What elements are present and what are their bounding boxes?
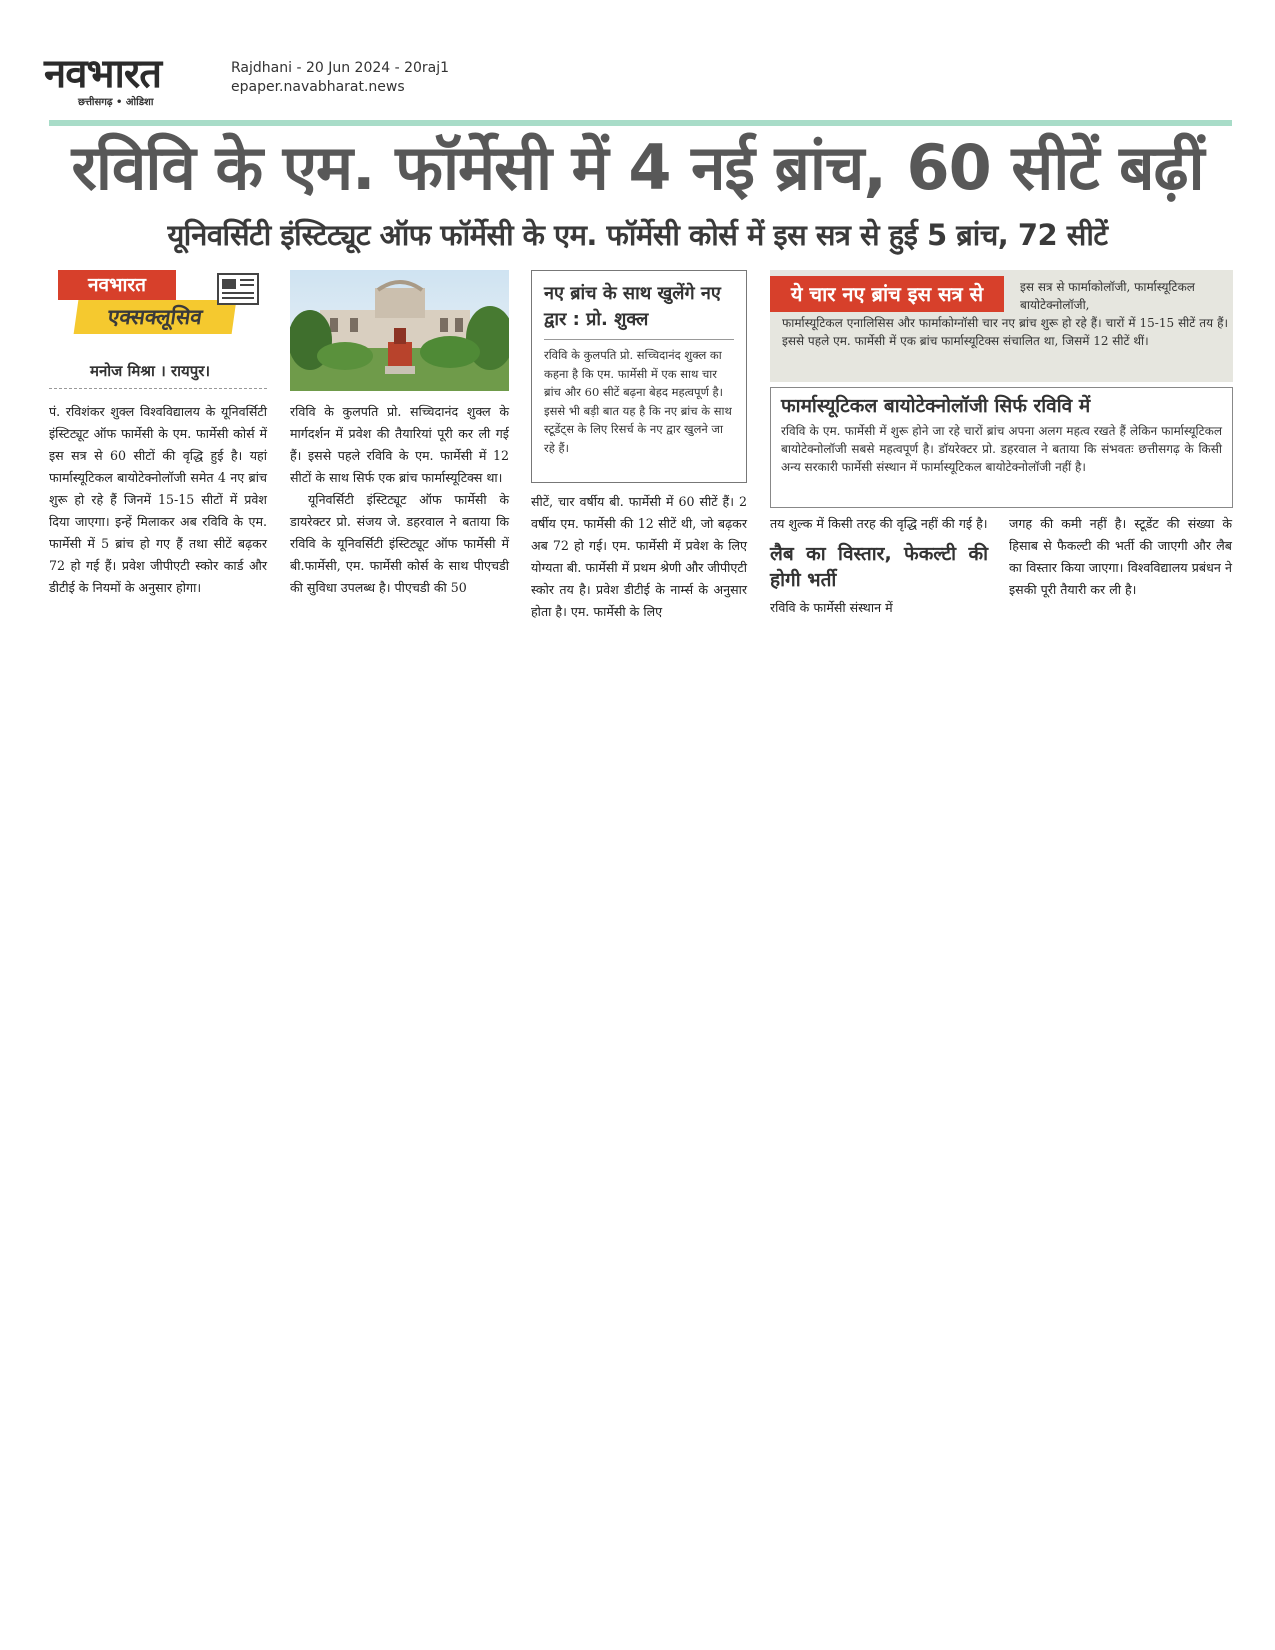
article-column-2 [290, 401, 509, 599]
badge-bottom-label: एक्सक्लूसिव [106, 305, 204, 329]
article-column-4 [770, 513, 988, 619]
new-branches-tag: ये चार नए ब्रांच इस सत्र से [770, 276, 1004, 312]
new-branches-text: फार्मास्यूटिकल एनालिसिस और फार्माकोग्नॉसी चार नए ब्रांच शुरू हो रहे हैं। चारों में 15-15 सीटें तय हैं। इससे पहले एम. फार्मेसी में एक ब्रांच फार्मास्यूटिक्स संचालित था, जिसमें 12 सीटें थीं। [782, 316, 1228, 348]
issue-info [231, 59, 449, 97]
site-url: epaper.navabharat.news [231, 79, 405, 95]
column-1-text: पं. रविशंकर शुक्ल विश्वविद्यालय के यूनिवर्सिटी इंस्टिट्यूट ऑफ फार्मेसी के एम. फार्मेसी कोर्स में इस सत्र से 60 सीटों की वृद्धि हुई है। यहां फार्मास्यूटिकल बायोटेक्नोलॉजी समेत 4 नए ब्रांच शुरू हो रहे हैं जिनमें 15-15 सीटों में प्रवेश दिया जाएगा। इन्हें मिलाकर अब रविवि के एम. फार्मेसी में 5 ब्रांच हो गए हैं तथा सीटें बढ़कर 72 हो गई हैं। प्रवेश जीपीएटी स्कोर कार्ड और डीटीई के नियमों के अनुसार होगा। [49, 404, 267, 595]
article-column-5 [1009, 513, 1232, 601]
lab-expansion-subhead: लैब का विस्तार, फेकल्टी की होगी भर्ती [770, 543, 988, 591]
new-branches-box [770, 270, 1233, 382]
quote-box [531, 270, 747, 483]
column-5-text: जगह की कमी नहीं है। स्टूडेंट की संख्या के हिसाब से फैकल्टी की भर्ती की जाएगी और लैब का विस्तार किया जाएगा। विश्वविद्यालय प्रबंधन ने इसकी पूरी तैयारी कर ली है। [1009, 516, 1232, 597]
masthead-rule [49, 120, 1232, 126]
byline: मनोज मिश्रा । रायपुर। [90, 362, 211, 380]
exclusive-badge [58, 270, 238, 356]
column-3-text: सीटें, चार वर्षीय बी. फार्मेसी में 60 सीटें हैं। 2 वर्षीय एम. फार्मेसी की 12 सीटें थी, जो बढ़कर अब 72 हो गई। एम. फार्मेसी में प्रवेश के लिए योग्यता बी. फार्मेसी में प्रथम श्रेणी और जीपीएटी स्कोर तय है। प्रवेश डीटीई के नार्म्स के अनुसार होता है। एम. फार्मेसी के लिए [531, 494, 747, 619]
column-2-paragraph-2: यूनिवर्सिटी इंस्टिट्यूट ऑफ फार्मेसी के डायरेक्टर प्रो. संजय जे. डहरवाल ने बताया कि रविवि के यूनिवर्सिटी इंस्टिट्यूट ऑफ फार्मेसी में बी.फार्मेसी, एम. फार्मेसी कोर्स के साथ पीएचडी की सुविधा उपलब्ध है। पीएचडी की 50 [290, 492, 509, 595]
badge-bottom [74, 300, 237, 334]
newspaper-icon [216, 272, 260, 306]
quote-heading: नए ब्रांच के साथ खुलेंगे नए द्वार : प्रो. शुक्ल [544, 281, 734, 340]
logo-subtext: छत्तीसगढ़ • ओडिशा [78, 97, 154, 108]
newspaper-logo [44, 52, 214, 110]
quote-text: रविवि के कुलपति प्रो. सच्चिदानंद शुक्ल का कहना है कि एम. फार्मेसी में एक साथ चार ब्रांच और 60 सीटें बढ़ना बेहद महत्वपूर्ण है। इससे भी बड़ी बात यह है कि नए ब्रांच के साथ स्टूडेंट्स के लिए रिसर्च के नए द्वार खुलने जा रहे हैं। [544, 348, 732, 455]
subheadline: यूनिवर्सिटी इंस्टिट्यूट ऑफ फॉर्मेसी के एम. फॉर्मेसी कोर्स में इस सत्र से हुई 5 ब्रांच, 72 सीटें [167, 218, 1108, 252]
headline: रविवि के एम. फॉर्मेसी में 4 नई ब्रांच, 60 सीटें बढ़ीं [71, 131, 1204, 204]
badge-top: नवभारत [58, 270, 176, 300]
column-4-paragraph-1: तय शुल्क में किसी तरह की वृद्धि नहीं की गई है। [770, 516, 988, 531]
article-column-3 [531, 491, 747, 623]
new-branches-text-right: इस सत्र से फार्माकोलॉजी, फार्मास्यूटिकल बायोटेक्नोलॉजी, [1020, 280, 1195, 312]
campus-photo [290, 270, 509, 391]
byline-divider [49, 388, 267, 389]
logo-text: नवभारत [44, 51, 162, 97]
column-2-paragraph-1: रविवि के कुलपति प्रो. सच्चिदानंद शुक्ल के मार्गदर्शन में प्रवेश की तैयारियां पूरी कर ली गई हैं। इससे पहले रविवि के एम. फार्मेसी में 12 सीटों के साथ सिर्फ एक ब्रांच फार्मास्यूटिक्स था। [290, 404, 509, 485]
biotech-text: रविवि के एम. फार्मेसी में शुरू होने जा रहे चारों ब्रांच अपना अलग महत्व रखते हैं लेकिन फार्मास्यूटिकल बायोटेक्नोलॉजी सबसे महत्वपूर्ण है। डॉयरेक्टर प्रो. डहरवाल ने बताया कि संभवतः छत्तीसगढ़ के किसी अन्य सरकारी फार्मेसी संस्थान में फार्मास्यूटिकल बायोटेक्नोलॉजी नहीं है। [781, 424, 1222, 474]
article-column-1 [49, 401, 267, 599]
biotech-heading: फार्मास्यूटिकल बायोटेक्नोलॉजी सिर्फ रविवि में [781, 395, 1091, 417]
issue-line: Rajdhani - 20 Jun 2024 - 20raj1 [231, 60, 450, 76]
column-4-paragraph-2: रविवि के फार्मेसी संस्थान में [770, 600, 893, 615]
biotech-box [770, 387, 1233, 508]
